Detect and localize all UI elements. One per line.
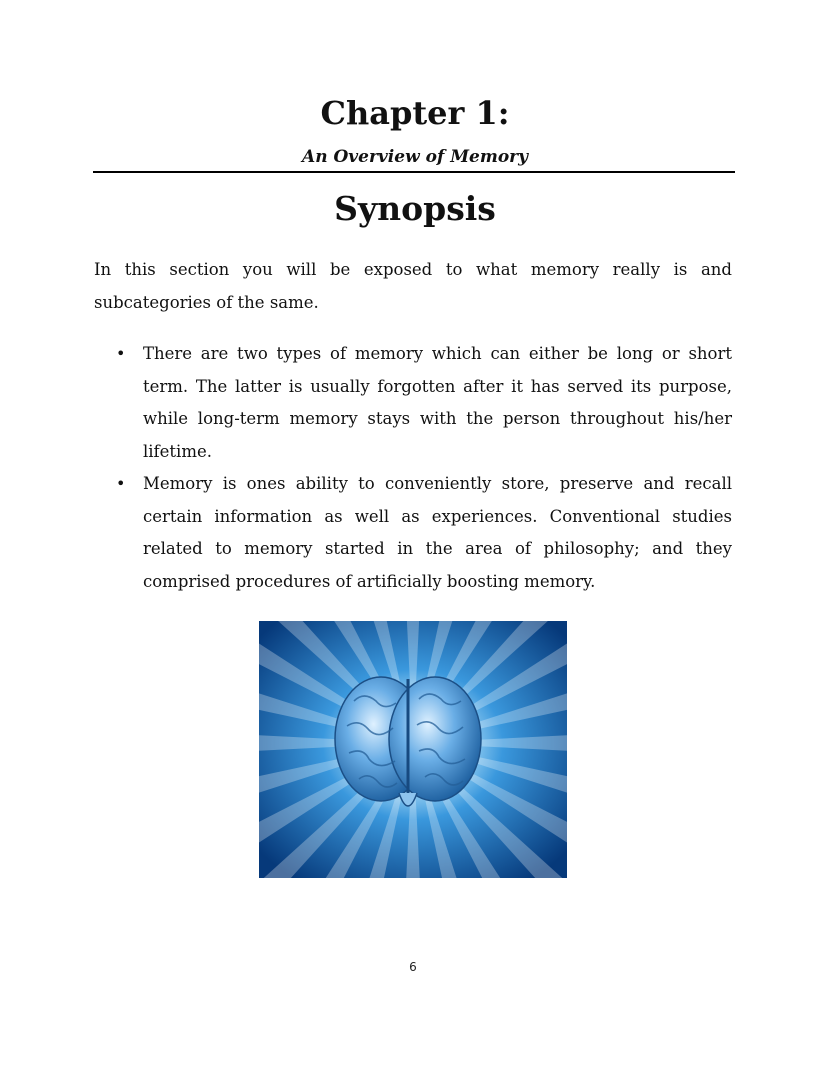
bullet-text: There are two types of memory which can either be long or short term. The latter is usually forgotten after it has served its purpose, while long-term memory stays with the person throughout his/her lifetime. (143, 344, 732, 461)
section-title: Synopsis (334, 189, 496, 228)
chapter-subtitle: An Overview of Memory (302, 147, 528, 167)
title-divider (93, 171, 735, 173)
bullet-list (94, 338, 732, 598)
bullet-text: Memory is ones ability to conveniently store, preserve and recall certain information as well as experiences. Conventional studies related to memory started in the area of philosophy; and they comprised procedures of artificially boosting memory. (143, 474, 732, 591)
intro-paragraph: In this section you will be exposed to what memory really is and subcategories of the same. (94, 260, 732, 312)
page-number: 6 (409, 960, 417, 974)
brain-figure (259, 621, 567, 878)
glowing-brain-icon (259, 621, 567, 878)
bullet-dot-icon: • (116, 474, 126, 493)
chapter-title: Chapter 1: (320, 94, 510, 132)
bullet-dot-icon: • (116, 344, 126, 363)
bullet-item (94, 468, 732, 598)
bullet-item (94, 338, 732, 468)
